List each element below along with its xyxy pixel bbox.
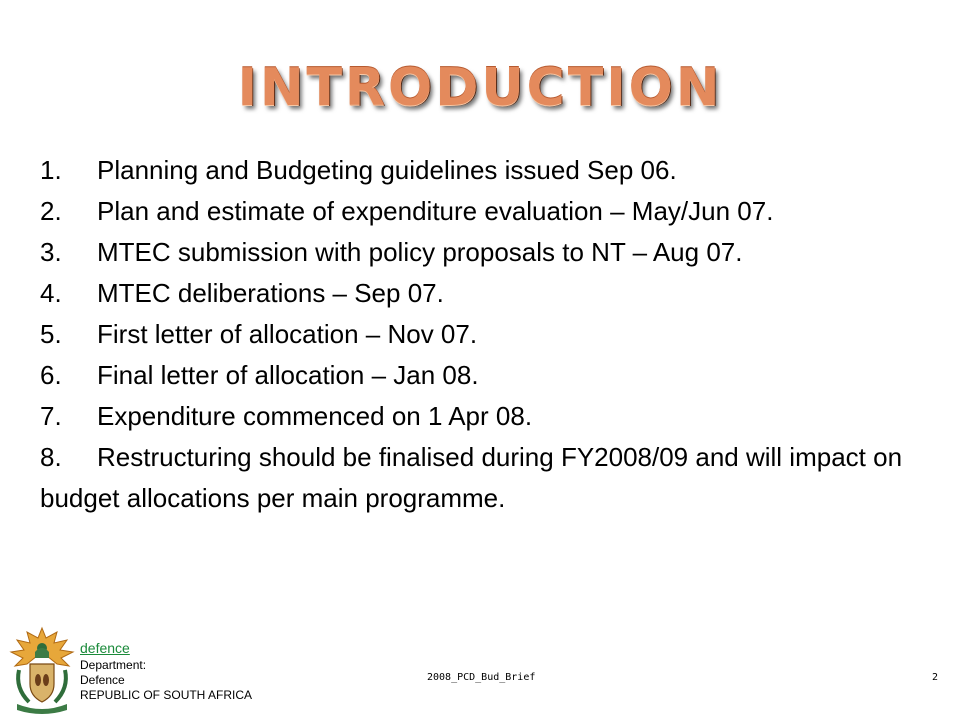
department-label: Department: (80, 658, 147, 672)
item-number: 8. (40, 442, 62, 472)
item-text: MTEC deliberations – Sep 07. (97, 278, 444, 308)
item-text: Final letter of allocation – Jan 08. (97, 360, 479, 390)
item-text: Restructuring should be finalised during FY2008/09 and will impact on budget allocations per main programme. (40, 442, 903, 513)
item-number: 5. (40, 319, 62, 349)
list-item (40, 191, 945, 232)
defence-link[interactable]: defence (80, 640, 130, 656)
item-number: 4. (40, 278, 62, 308)
country-name: REPUBLIC OF SOUTH AFRICA (80, 688, 253, 702)
list-item (40, 232, 945, 273)
item-text: First letter of allocation – Nov 07. (97, 319, 478, 349)
intro-list (40, 150, 945, 519)
list-item (40, 437, 945, 519)
item-text: Planning and Budgeting guidelines issued Sep 06. (97, 155, 677, 185)
item-number: 7. (40, 401, 62, 431)
list-item (40, 314, 945, 355)
coat-of-arms-icon (5, 622, 79, 718)
item-number: 1. (40, 155, 62, 185)
page-number: 2 (932, 672, 939, 683)
item-number: 3. (40, 237, 62, 267)
item-number: 6. (40, 360, 62, 390)
footer-department (80, 641, 252, 703)
slide-title: INTRODUCTION (237, 58, 723, 118)
list-item (40, 396, 945, 437)
item-number: 2. (40, 196, 62, 226)
footer-document-name: 2008_PCD_Bud_Brief (427, 672, 536, 683)
item-text: MTEC submission with policy proposals to NT – Aug 07. (97, 237, 743, 267)
list-item (40, 150, 945, 191)
department-name: Defence (80, 673, 125, 687)
item-text: Expenditure commenced on 1 Apr 08. (97, 401, 533, 431)
item-text: Plan and estimate of expenditure evaluation – May/Jun 07. (97, 196, 774, 226)
list-item (40, 273, 945, 314)
list-item (40, 355, 945, 396)
